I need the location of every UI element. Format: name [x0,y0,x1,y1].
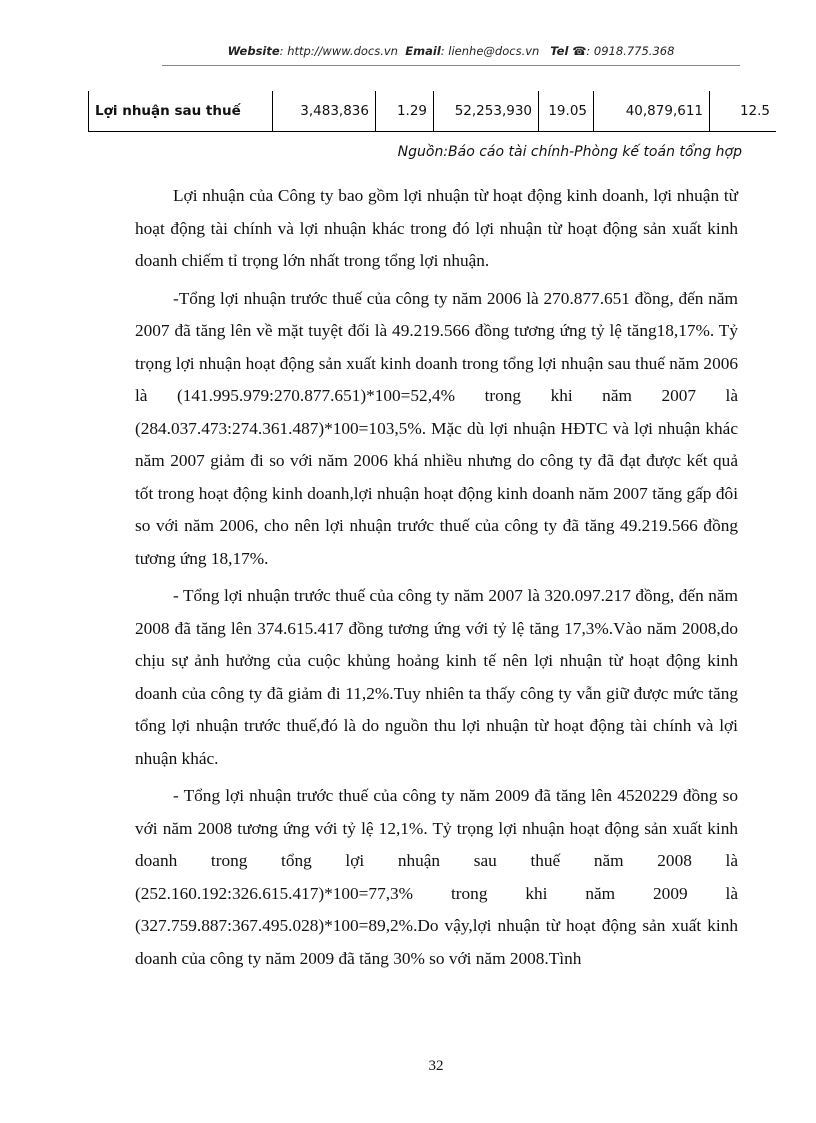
page-header [162,44,740,58]
website-value: : http://www.docs.vn [279,44,398,58]
table-cell: 19.05 [539,91,594,132]
paragraph: -Tổng lợi nhuận trước thuế của công ty năm 2006 là 270.877.651 đồng, đến năm 2007 đã tăng lên về mặt tuyệt đối là 49.219.566 đồng tương ứng tỷ lệ tăng18,17%. Tỷ trọng lợi nhuận hoạt động sản xuất kinh doanh trong tổng lợi nhuận sau thuế năm 2006 là (141.995.979:270.877.651)*100=52,4% trong khi năm 2007 là (284.037.473:274.361.487)*100=103,5%. Mặc dù lợi nhuận HĐTC và lợi nhuận khác năm 2007 giảm đi so với năm 2006 khá nhiều nhưng do công ty đã đạt được kết quả tốt trong hoạt động kinh doanh,lợi nhuận hoạt động kinh doanh năm 2007 tăng gấp đôi so với năm 2006, cho nên lợi nhuận trước thuế của công ty đã tăng 49.219.566 đồng tương ứng 18,17%. [135,288,738,568]
profit-table [88,91,776,132]
tel-label: Tel [550,44,569,58]
tel-value: : 0918.775.368 [586,44,675,58]
table-row [89,91,777,132]
paragraph: - Tổng lợi nhuận trước thuế của công ty năm 2009 đã tăng lên 4520229 đồng so với năm 2008 tương ứng với tỷ lệ 12,1%. Tỷ trọng lợi nhuận hoạt động sản xuất kinh doanh trong tổng lợi nhuận sau thuế năm 2008 là (252.160.192:326.615.417)*100=77,3% trong khi năm 2009 là (327.759.887:367.495.028)*100=89,2%.Do vậy,lợi nhuận từ hoạt động sản xuất kinh doanh của công ty năm 2009 đã tăng 30% so với năm 2008.Tình [135,786,738,968]
page-number: 32 [428,1058,444,1074]
table-cell: 3,483,836 [273,91,376,132]
website-label: Website [227,44,280,58]
paragraph: Lợi nhuận của Công ty bao gồm lợi nhuận từ hoạt động kinh doanh, lợi nhuận từ hoạt động tài chính và lợi nhuận khác trong đó lợi nhuận từ hoạt động sản xuất kinh doanh chiếm tỉ trọng lớn nhất trong tổng lợi nhuận. [135,186,738,270]
email-value: : lienhe@docs.vn [440,44,540,58]
table-cell: 1.29 [376,91,434,132]
body-text [135,180,738,980]
table-row-label: Lợi nhuận sau thuế [89,91,273,132]
table-cell: 52,253,930 [434,91,539,132]
phone-icon: ☎ [572,44,587,58]
header-divider [162,65,740,66]
table-cell: 40,879,611 [594,91,710,132]
paragraph: - Tổng lợi nhuận trước thuế của công ty năm 2007 là 320.097.217 đồng, đến năm 2008 đã tăng lên 374.615.417 đồng tương ứng với tỷ lệ tăng 17,3%.Vào năm 2008,do chịu sự ảnh hưởng của cuộc khủng hoảng kinh tế nên lợi nhuận từ hoạt động kinh doanh của công ty đã giảm đi 11,2%.Tuy nhiên ta thấy công ty vẫn giữ được mức tăng tổng lợi nhuận trước thuế,đó là do nguồn thu lợi nhuận từ hoạt động tài chính và lợi nhuận khác. [135,586,738,768]
table-cell: 12.5 [710,91,777,132]
email-label: Email [405,44,441,58]
table-source-note: Nguồn:Báo cáo tài chính-Phòng kế toán tổng hợp [397,144,742,160]
